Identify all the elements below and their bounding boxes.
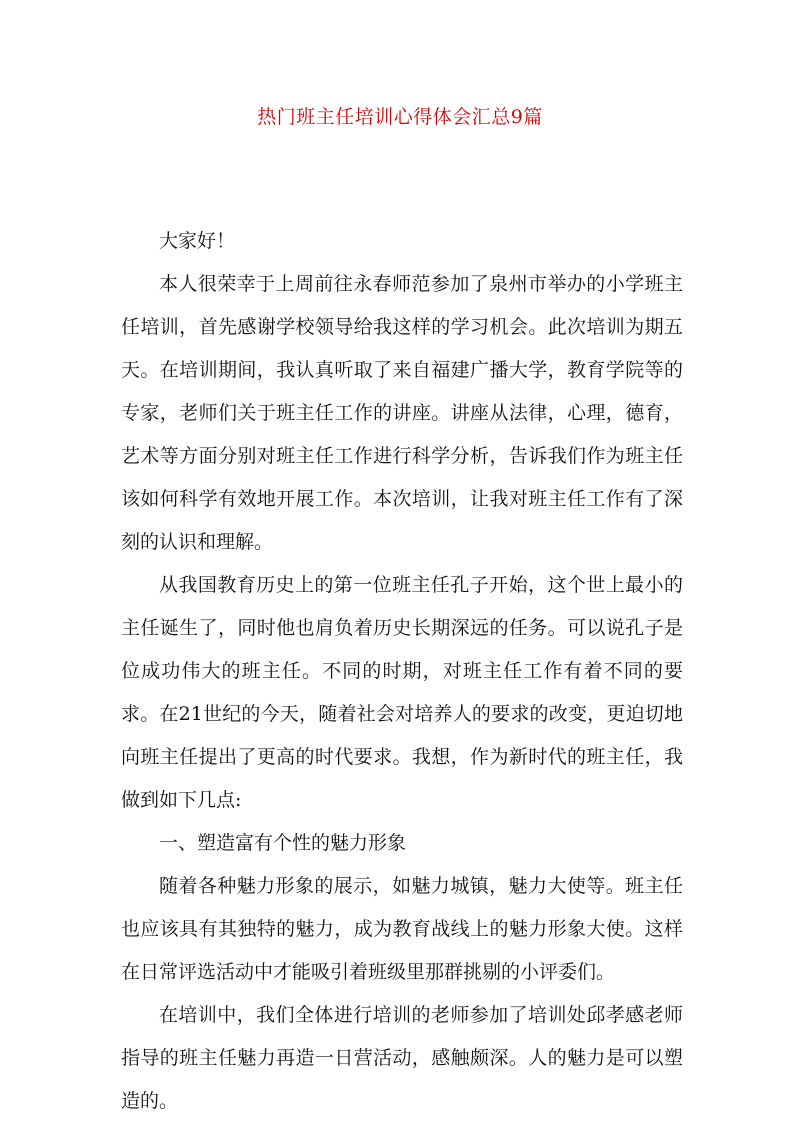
document-title: 热门班主任培训心得体会汇总9篇 [257,106,543,128]
paragraph-history: 从我国教育历史上的第一位班主任孔子开始，这个世上最小的主任诞生了，同时他也肩负着历史长期深远的任务。可以说孔子是位成功伟大的班主任。不同的时期，对班主任工作有着不同的要求。在21世纪的今天，随着社会对培养人的要求的改变，更迫切地向班主任提出了更高的时代要求。我想，作为新时代的班主任，我做到如下几点: [121,574,683,811]
paragraph-charm-camp: 在培训中，我们全体进行培训的老师参加了培训处邱孝感老师指导的班主任魅力再造一日营活动，感触颇深。人的魅力是可以塑造的。 [121,1004,683,1112]
paragraph-charm-image: 随着各种魅力形象的展示，如魅力城镇，魅力大使等。班主任也应该具有其独特的魅力，成为教育战线上的魅力形象大使。这样在日常评选活动中才能吸引着班级里那群挑剔的小评委们。 [121,875,683,983]
section-heading-charm: 一、塑造富有个性的魅力形象 [159,832,407,854]
document-body [121,220,683,1123]
paragraph-training-intro: 本人很荣幸于上周前往永春师范参加了泉州市举办的小学班主任培训，首先感谢学校领导给我这样的学习机会。此次培训为期五天。在培训期间，我认真听取了来自福建广播大学，教育学院等的专家，老师们关于班主任工作的讲座。讲座从法律，心理，德育，艺术等方面分别对班主任工作进行科学分析，告诉我们作为班主任该如何科学有效地开展工作。本次培训，让我对班主任工作有了深刻的认识和理解。 [121,273,683,553]
greeting-paragraph: 大家好！ [159,230,236,252]
